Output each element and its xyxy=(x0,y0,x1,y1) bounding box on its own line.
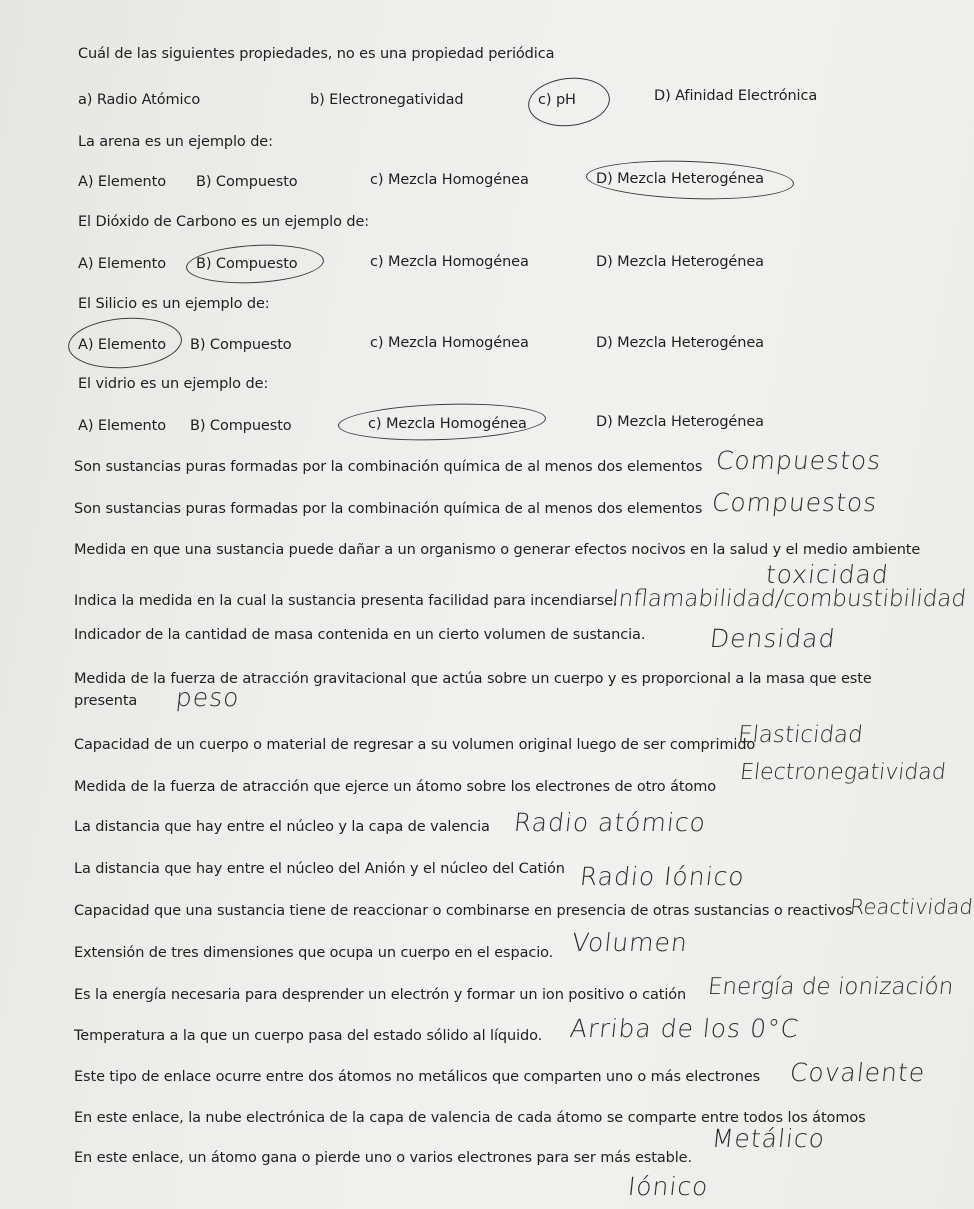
def-12-text: Extensión de tres dimensiones que ocupa un cuerpo en el espacio. xyxy=(74,945,554,961)
q5-question: El vidrio es un ejemplo de: xyxy=(78,376,269,392)
def-16-answer: Metálico xyxy=(710,1124,827,1153)
q1-option-b: b) Electronegatividad xyxy=(310,92,464,108)
def-11-text: Capacidad que una sustancia tiene de reaccionar o combinarse en presencia de otras sustancias o reactivos xyxy=(74,903,853,919)
answer-circle xyxy=(66,314,183,372)
q5-option-c: c) Mezcla Homogénea xyxy=(368,416,527,432)
answer-circle xyxy=(185,241,325,286)
def-13-text: Es la energía necesaria para desprender un electrón y formar un ion positivo o catión xyxy=(74,987,687,1003)
q1-option-d: D) Afinidad Electrónica xyxy=(654,88,818,104)
def-1-text: Son sustancias puras formadas por la combinación química de al menos dos elementos xyxy=(74,459,703,475)
def-4-answer: Inflamabilidad/combustibilidad xyxy=(610,586,968,612)
q1-question: Cuál de las siguientes propiedades, no es una propiedad periódica xyxy=(78,46,555,62)
def-14-answer: Arriba de los 0°C xyxy=(568,1014,801,1043)
def-16-text: En este enlace, la nube electrónica de la capa de valencia de cada átomo se comparte entre todos los átomos xyxy=(74,1110,866,1126)
def-1-answer: Compuestos xyxy=(714,446,883,475)
def-5-answer: Densidad xyxy=(708,624,838,653)
def-2-text: Son sustancias puras formadas por la combinación química de al menos dos elementos xyxy=(74,501,703,517)
def-15-answer: Covalente xyxy=(788,1058,927,1087)
def-6-answer: peso xyxy=(174,683,242,712)
q3-option-c: c) Mezcla Homogénea xyxy=(370,254,529,270)
answer-circle xyxy=(585,157,794,202)
def-10-text: La distancia que hay entre el núcleo del Anión y el núcleo del Catión xyxy=(74,861,565,877)
q4-question: El Silicio es un ejemplo de: xyxy=(78,296,270,312)
def-14-text: Temperatura a la que un cuerpo pasa del estado sólido al líquido. xyxy=(74,1028,543,1044)
q1-option-c: c) pH xyxy=(538,92,576,108)
q2-option-d: D) Mezcla Heterogénea xyxy=(596,171,764,187)
def-6-text-cont: presenta xyxy=(74,693,138,709)
answer-circle xyxy=(526,74,613,130)
def-12-answer: Volumen xyxy=(570,928,690,957)
q3-option-a: A) Elemento xyxy=(78,256,166,272)
q5-option-b: B) Compuesto xyxy=(190,418,292,434)
q4-option-a: A) Elemento xyxy=(78,337,166,353)
def-8-text: Medida de la fuerza de atracción que ejerce un átomo sobre los electrones de otro átomo xyxy=(74,779,717,795)
q3-option-b: B) Compuesto xyxy=(196,256,298,272)
def-6-text: Medida de la fuerza de atracción gravitacional que actúa sobre un cuerpo y es proporcional a la masa que este xyxy=(74,671,872,687)
def-3-text: Medida en que una sustancia puede dañar a un organismo o generar efectos nocivos en la salud y el medio ambiente xyxy=(74,542,921,558)
q4-option-d: D) Mezcla Heterogénea xyxy=(596,335,764,351)
def-2-answer: Compuestos xyxy=(710,488,879,517)
def-9-text: La distancia que hay entre el núcleo y la capa de valencia xyxy=(74,819,490,835)
def-7-text: Capacidad de un cuerpo o material de regresar a su volumen original luego de ser comprimido xyxy=(74,737,756,753)
q3-option-d: D) Mezcla Heterogénea xyxy=(596,254,764,270)
def-10-answer: Radio Iónico xyxy=(578,862,747,891)
def-5-text: Indicador de la cantidad de masa contenida en un cierto volumen de sustancia. xyxy=(74,627,646,643)
q2-question: La arena es un ejemplo de: xyxy=(78,134,273,150)
def-17-text: En este enlace, un átomo gana o pierde uno o varios electrones para ser más estable. xyxy=(74,1150,692,1166)
def-9-answer: Radio atómico xyxy=(512,808,708,837)
q5-option-d: D) Mezcla Heterogénea xyxy=(596,414,764,430)
answer-circle xyxy=(337,400,546,443)
def-15-text: Este tipo de enlace ocurre entre dos átomos no metálicos que comparten uno o más electrones xyxy=(74,1069,761,1085)
q4-option-b: B) Compuesto xyxy=(190,337,292,353)
q1-option-a: a) Radio Atómico xyxy=(78,92,201,108)
def-4-text: Indica la medida en la cual la sustancia presenta facilidad para incendiarse. xyxy=(74,593,618,609)
def-8-answer: Electronegatividad xyxy=(738,760,948,785)
def-17-answer: Iónico xyxy=(626,1172,711,1201)
def-13-answer: Energía de ionización xyxy=(706,974,955,1000)
q2-option-b: B) Compuesto xyxy=(196,174,298,190)
q2-option-a: A) Elemento xyxy=(78,174,166,190)
q3-question: El Dióxido de Carbono es un ejemplo de: xyxy=(78,214,370,230)
def-3-answer: toxicidad xyxy=(764,560,891,589)
q4-option-c: c) Mezcla Homogénea xyxy=(370,335,529,351)
def-11-answer: Reactividad xyxy=(848,895,974,919)
q5-option-a: A) Elemento xyxy=(78,418,166,434)
q2-option-c: c) Mezcla Homogénea xyxy=(370,172,529,188)
def-7-answer: Elasticidad xyxy=(736,722,865,748)
